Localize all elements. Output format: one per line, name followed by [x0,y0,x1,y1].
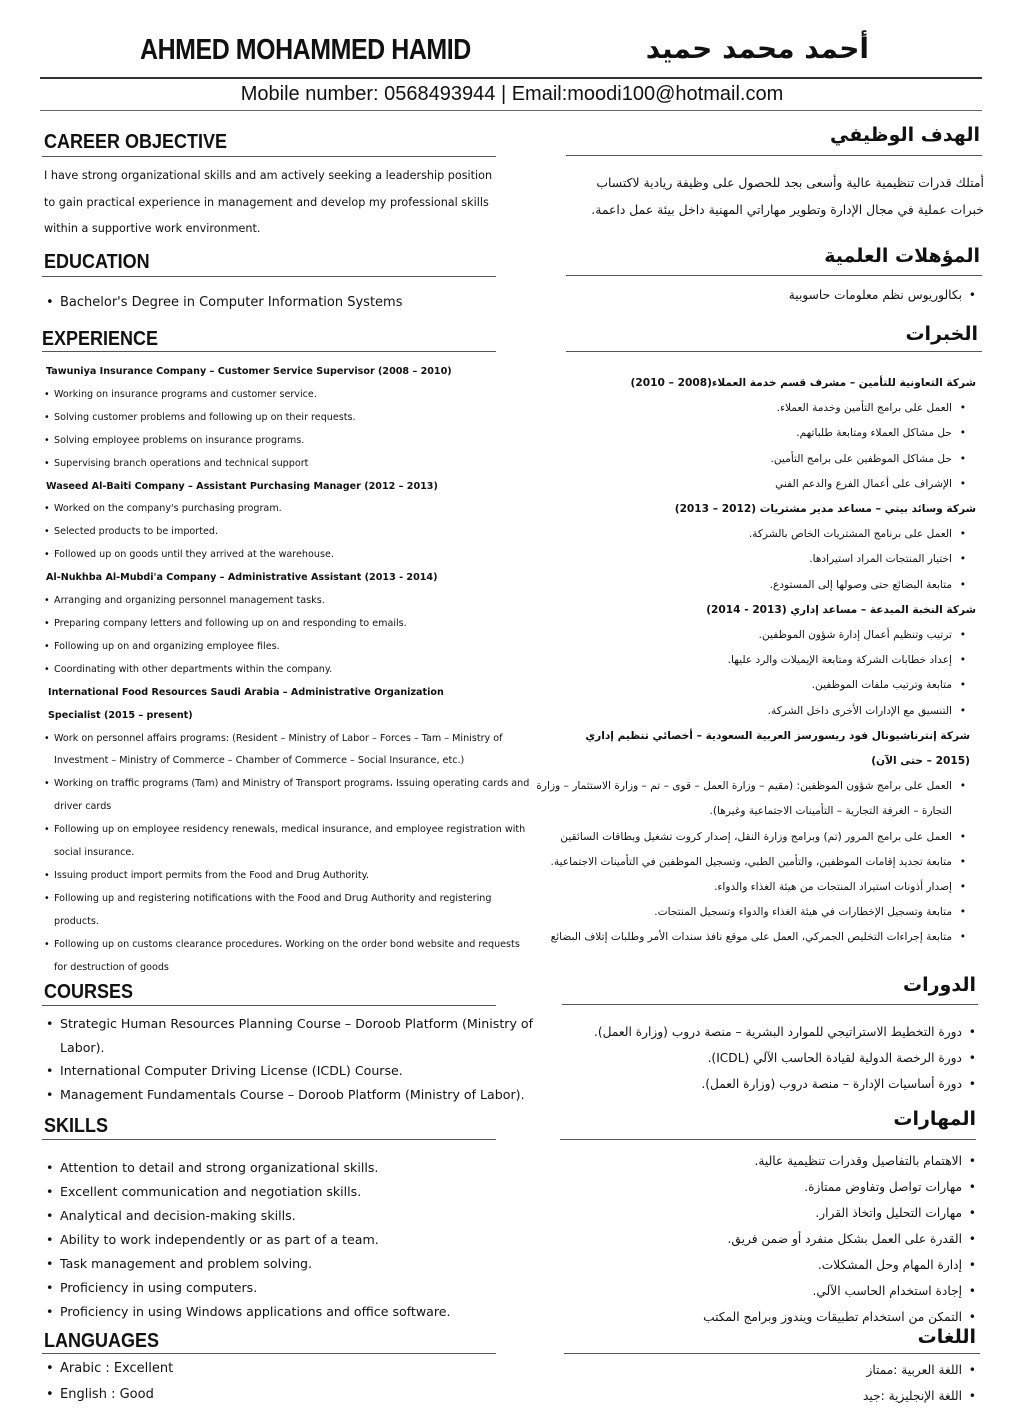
courses-list-ar [536,1019,976,1097]
contact-divider [40,110,982,111]
list-item: • دورة أساسيات الإدارة – منصة دروب (وزارة العمل). [536,1071,976,1097]
list-item: • متابعة تجديد إقامات الموظفين، والتأمين الطبي، وتسجيل الموظفين في التأمينات الاجتماعية. [526,850,966,875]
list-item: • Following up on employee residency renewals, medical insurance, and employee registration with social insurance. [44,819,534,865]
education-heading-ar: المؤهلات العلمية [824,245,980,267]
list-item: • إجادة استخدام الحاسب الآلي. [536,1278,976,1304]
skills-list-ar [536,1148,976,1330]
list-item: • إصدار أذونات استيراد المنتجات من هيئة الغذاء والدواء. [526,875,966,900]
skills-divider-ar [560,1139,976,1140]
list-item: • Following up and registering notifications with the Food and Drug Authority and registering products. [44,888,534,934]
list-item: • International Computer Driving License (ICDL) Course. [44,1059,534,1083]
contact-line: Mobile number: 0568493944 | Email:moodi100@hotmail.com [240,83,784,105]
list-item: • English : Good [44,1382,524,1408]
education-list-ar [536,282,976,308]
list-item: • Proficiency in using computers. [44,1276,524,1300]
languages-heading-en: LANGUAGES [44,1330,160,1352]
courses-heading-ar: الدورات [903,974,976,996]
languages-list-ar [536,1357,976,1409]
list-item: • Solving employee problems on insurance programs. [44,430,534,453]
list-item: • العمل على برامج التأمين وخدمة العملاء. [526,396,966,421]
experience-list-en [44,361,534,979]
list-item: • Following up on and organizing employee files. [44,636,534,659]
list-item: • Selected products to be imported. [44,521,534,544]
education-heading-en: EDUCATION [44,251,150,273]
list-item: • إعداد خطابات الشركة ومتابعة الإيميلات والرد عليها. [526,648,966,673]
name-english: AHMED MOHAMMED HAMID [140,34,471,66]
courses-heading-en: COURSES [44,981,134,1003]
list-item: • Task management and problem solving. [44,1252,524,1276]
job-title: (2015 – حتى الآن) [871,755,970,768]
list-item: • ترتيب وتنظيم أعمال إدارة شؤون الموظفين. [526,623,966,648]
job-title: Al-Nukhba Al-Mubdi'a Company – Administrative Assistant (2013 - 2014) [46,572,438,584]
list-item: • Management Fundamentals Course – Doroob Platform (Ministry of Labor). [44,1083,534,1107]
list-item: • Ability to work independently or as part of a team. [44,1228,524,1252]
objective-line: خبرات عملية في مجال الإدارة وتطوير مهاراتي المهنية داخل بيئة عمل داعمة. [591,202,984,217]
list-item: • Preparing company letters and following up on and responding to emails. [44,613,534,636]
list-item: • العمل على برامج شؤون الموظفين: (مقيم – وزارة العمل – قوى – تم – وزارة الاستثمار – وزارة التجارة – الغرفة التجارية – التأمينات الاجتماعية وغيرها). [526,774,966,824]
list-item: • Strategic Human Resources Planning Course – Doroob Platform (Ministry of Labor). [44,1012,534,1059]
list-item: • التمكن من استخدام تطبيقات ويندوز وبرامج المكتب [536,1304,976,1330]
skills-divider-en [42,1139,496,1140]
list-item: • اللغة العربية :ممتاز [536,1357,976,1383]
list-item: • متابعة البضائع حتى وصولها إلى المستودع. [526,573,966,598]
job-title: شركة إنترناشيونال فود ريسورسز العربية السعودية – أخصائي تنظيم إداري [585,729,970,742]
list-item: • بكالوريوس نظم معلومات حاسوبية [536,282,976,308]
list-item: • Following up on customs clearance procedures، Working on the order bond website and requests for destruction of goods [44,934,534,980]
list-item: • حل مشاكل الموظفين على برامج التأمين. [526,447,966,472]
list-item: • Working on insurance programs and customer service. [44,384,534,407]
list-item: • Proficiency in using Windows applications and office software. [44,1300,524,1324]
list-item: • متابعة إجراءات التخليص الجمركي، العمل على موقع نافذ سندات الأمر وطلبات إتلاف البضائع [526,925,966,950]
objective-line: within a supportive work environment. [44,222,261,235]
list-item: • Solving customer problems and following up on their requests. [44,407,534,430]
languages-divider-en [42,1353,496,1354]
list-item: • حل مشاكل العملاء ومتابعة طلباتهم. [526,421,966,446]
objective-heading-ar: الهدف الوظيفي [830,124,980,146]
list-item: • Coordinating with other departments within the company. [44,659,534,682]
objective-line: to gain practical experience in management and develop my professional skills [44,195,489,209]
list-item: • دورة الرخصة الدولية لقيادة الحاسب الآلي (ICDL). [536,1045,976,1071]
list-item: • الاهتمام بالتفاصيل وقدرات تنظيمية عالية. [536,1148,976,1174]
list-item: • العمل على برنامج المشتريات الخاص بالشركة. [526,522,966,547]
list-item: • Excellent communication and negotiation skills. [44,1180,524,1204]
list-item: • Analytical and decision-making skills. [44,1204,524,1228]
list-item: • Arranging and organizing personnel management tasks. [44,590,534,613]
header-divider [40,77,982,79]
experience-list-ar [526,371,976,951]
list-item: • اختيار المنتجات المراد استيرادها. [526,547,966,572]
list-item: • Working on traffic programs (Tam) and Ministry of Transport programs، Issuing operating cards and driver cards [44,773,534,819]
list-item: • اللغة الإنجليزية :جيد [536,1383,976,1409]
languages-heading-ar: اللغات [917,1326,976,1348]
list-item: • إدارة المهام وحل المشكلات. [536,1252,976,1278]
education-divider-ar [566,275,982,276]
education-list-en [44,291,524,315]
objective-divider-ar [566,155,982,156]
objective-heading-en: CAREER OBJECTIVE [44,131,228,153]
experience-heading-ar: الخبرات [905,323,978,345]
list-item: • Bachelor's Degree in Computer Information Systems [44,291,524,315]
list-item: • Followed up on goods until they arrived at the warehouse. [44,544,534,567]
list-item: • Work on personnel affairs programs: (Resident – Ministry of Labor – Forces – Tam – Ministry of Investment – Ministry of Commerce – Chamber of Commerce – Social Insurance, etc.) [44,728,534,774]
experience-divider-en [42,351,496,352]
education-divider-en [42,276,496,277]
skills-heading-en: SKILLS [44,1115,109,1137]
list-item: • Arabic : Excellent [44,1356,524,1382]
job-title: شركة وسائد بيتي – مساعد مدير مشتريات (2012 – 2013) [674,503,976,516]
list-item: • Worked on the company's purchasing program. [44,498,534,521]
objective-line: أمتلك قدرات تنظيمية عالية وأسعى بجد للحصول على وظيفة ريادية لاكتساب [596,175,984,190]
list-item: • الإشراف على أعمال الفرع والدعم الفني [526,472,966,497]
objective-text-ar [534,169,984,223]
list-item: • التنسيق مع الإدارات الأخرى داخل الشركة. [526,699,966,724]
list-item: • متابعة وترتيب ملفات الموظفين. [526,673,966,698]
list-item: • Issuing product import permits from the Food and Drug Authority. [44,865,534,888]
list-item: • Supervising branch operations and technical support [44,453,534,476]
languages-list-en [44,1356,524,1408]
job-title: Specialist (2015 – present) [48,709,193,721]
job-title: شركة النخبة المبدعة – مساعد إداري (2013 - 2014) [706,603,976,616]
job-title: Waseed Al-Baiti Company – Assistant Purchasing Manager (2012 – 2013) [46,480,438,492]
list-item: • مهارات تواصل وتفاوض ممتازة. [536,1174,976,1200]
experience-divider-ar [566,351,982,352]
skills-list-en [44,1156,524,1324]
skills-heading-ar: المهارات [893,1108,976,1130]
list-item: • القدرة على العمل بشكل منفرد أو ضمن فريق. [536,1226,976,1252]
name-arabic: أحمد محمد حميد [645,32,869,65]
courses-divider-ar [562,1004,978,1005]
list-item: • مهارات التحليل واتخاذ القرار. [536,1200,976,1226]
objective-text-en [44,163,524,243]
list-item: • متابعة وتسجيل الإخطارات في هيئة الغذاء والدواء وتسجيل المنتجات. [526,900,966,925]
list-item: • Attention to detail and strong organizational skills. [44,1156,524,1180]
languages-divider-ar [564,1353,980,1354]
list-item: • العمل على برامج المرور (تم) وبرامج وزارة النقل، إصدار كروت تشغيل وبطاقات السائقين [526,825,966,850]
objective-divider-en [42,156,496,157]
experience-heading-en: EXPERIENCE [42,328,159,350]
job-title: Tawuniya Insurance Company – Customer Service Supervisor (2008 – 2010) [46,366,452,377]
courses-list-en [44,1012,534,1106]
job-title: شركة التعاونية للتأمين – مشرف قسم خدمة العملاء(2008 – 2010) [630,377,976,389]
courses-divider-en [42,1005,496,1006]
list-item: • دورة التخطيط الاستراتيجي للموارد البشرية – منصة دروب (وزارة العمل). [536,1019,976,1045]
objective-line: I have strong organizational skills and am actively seeking a leadership position [44,169,493,182]
job-title: International Food Resources Saudi Arabia – Administrative Organization [48,686,444,698]
